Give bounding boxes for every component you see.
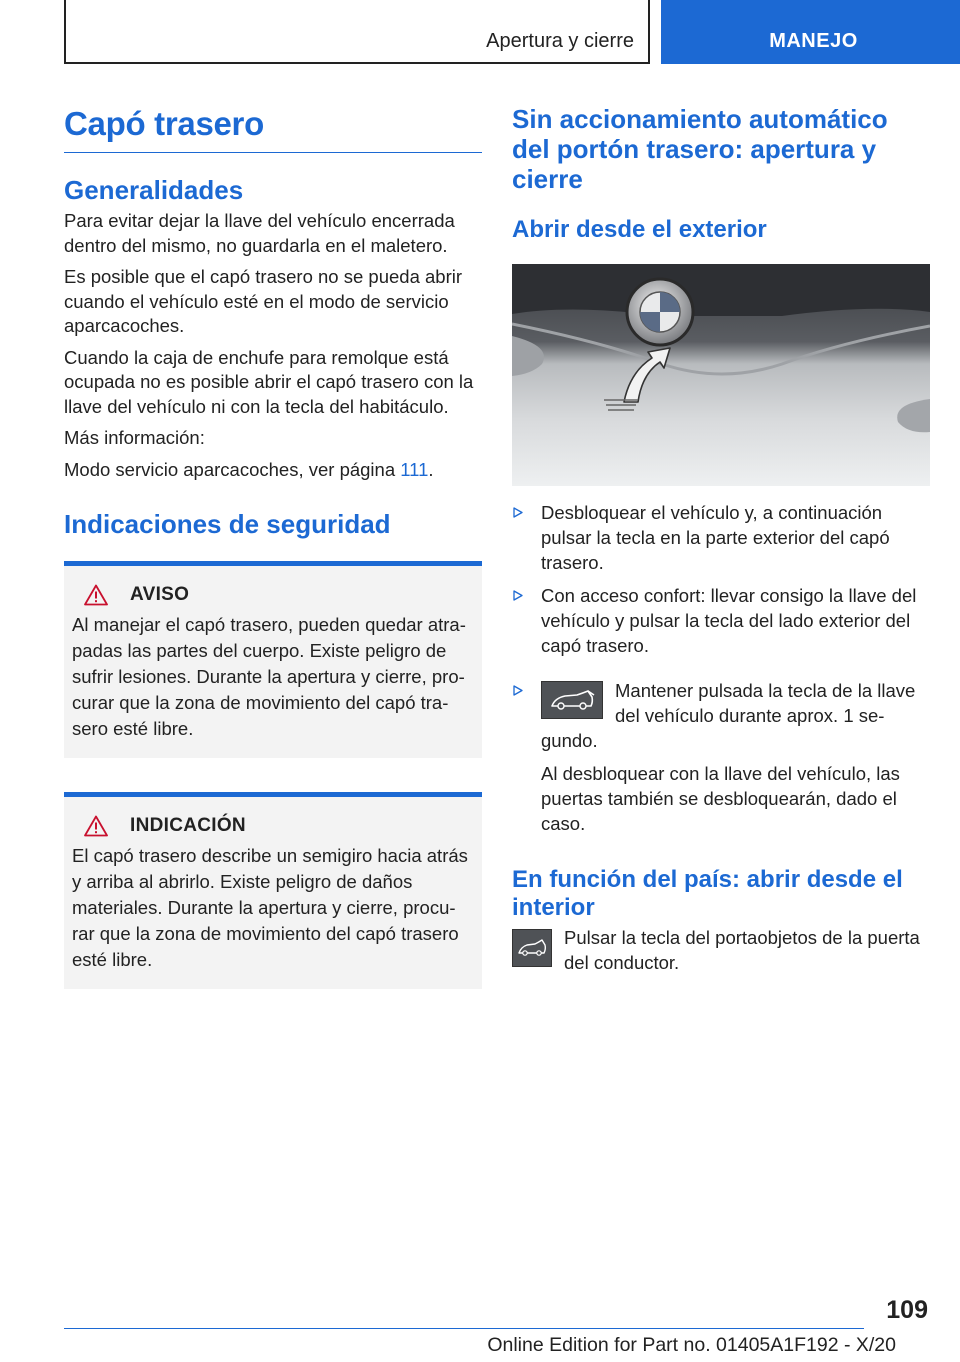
page-reference-link[interactable]: 111	[400, 458, 429, 480]
notice-indicacion-head	[84, 815, 474, 837]
list-item	[512, 678, 930, 836]
general-paragraph-5	[64, 458, 482, 483]
trunk-button-icon	[512, 929, 552, 967]
page-title: Capó trasero	[64, 98, 482, 153]
notice-aviso-head	[84, 584, 474, 606]
list-item-text: Mantener pulsada la tecla de la llave del vehículo durante aprox. 1 se- gundo.	[541, 680, 916, 751]
bullet-triangle-icon	[513, 685, 523, 696]
warning-triangle-icon	[84, 815, 108, 837]
bullet-triangle-icon	[513, 590, 523, 601]
header-section-box	[64, 0, 650, 64]
open-inside-text: Pulsar la tecla del portaobjetos de la puerta del conductor.	[564, 927, 920, 973]
open-outside-heading: Abrir desde el exterior	[512, 216, 767, 243]
list-item-text: Desbloquear el vehículo y, a continuación pulsar la tecla en la parte exterior del capó trasero.	[541, 502, 890, 573]
right-column	[512, 98, 930, 975]
notice-aviso-title: AVISO	[130, 584, 190, 605]
safety-heading: Indicaciones de seguridad	[64, 509, 391, 539]
notice-indicacion-title: INDICACIÓN	[130, 815, 246, 836]
tailgate-heading: Sin accionamiento automático del portón trasero: apertura y cierre	[512, 104, 888, 194]
footer-divider	[64, 1328, 864, 1329]
general-paragraph-2: Es posible que el capó trasero no se pueda abrir cuando el vehículo esté en el modo de servicio aparcacoches.	[64, 266, 463, 336]
outside-steps-list	[512, 500, 930, 836]
trunk-button-photo	[512, 264, 930, 486]
notice-indicacion	[64, 792, 482, 989]
general-paragraph-1: Para evitar dejar la llave del vehículo encerrada dentro del mismo, no guardarla en el maletero.	[64, 210, 455, 256]
left-column	[64, 98, 482, 989]
list-item	[512, 500, 930, 575]
notice-indicacion-text: El capó trasero describe un semigiro hacia atrás y arriba al abrirlo. Existe peligro de daños materiales. Durante la apertura y cierre, procu- rar que la zona de movimiento del capó trasero esté libre.	[72, 845, 468, 970]
list-item-text: Con acceso confort: llevar consigo la llave del vehículo y pulsar la tecla del lado exterior del capó trasero.	[541, 585, 917, 656]
key-unlock-note: Al desbloquear con la llave del vehículo, las puertas también se desbloquearán, dado el caso.	[541, 763, 900, 834]
trunk-key-icon	[541, 681, 603, 719]
paragraph-5-end: .	[428, 458, 434, 480]
general-paragraph-4: Más información:	[64, 427, 205, 448]
bullet-triangle-icon	[513, 507, 523, 518]
general-heading: Generalidades	[64, 175, 244, 205]
header-chapter-tab[interactable]	[661, 0, 960, 64]
notice-aviso-text: Al manejar el capó trasero, pueden quedar atra- padas las partes del cuerpo. Existe peligro de sufrir lesiones. Durante la apertura y cierre, pro- curar que la zona de movimiento del capó tra- sero esté libre.	[72, 614, 466, 739]
paragraph-5-text: Modo servicio aparcacoches, ver página	[64, 458, 401, 480]
list-item	[512, 583, 930, 658]
warning-triangle-icon	[84, 584, 108, 606]
open-inside-heading: En función del país: abrir desde el interior	[512, 866, 903, 921]
notice-aviso	[64, 561, 482, 758]
general-paragraph-3: Cuando la caja de enchufe para remolque está ocupada no es posible abrir el capó trasero con la llave del vehículo ni con la tecla del habitáculo.	[64, 346, 474, 417]
page-number: 109	[886, 1296, 928, 1324]
header-section-title: Apertura y cierre	[486, 30, 634, 52]
header-chapter-label: MANEJO	[769, 30, 858, 52]
open-inside-paragraph	[512, 926, 930, 975]
footer-edition: Online Edition for Part no. 01405A1F192 - X/20	[487, 1334, 896, 1356]
